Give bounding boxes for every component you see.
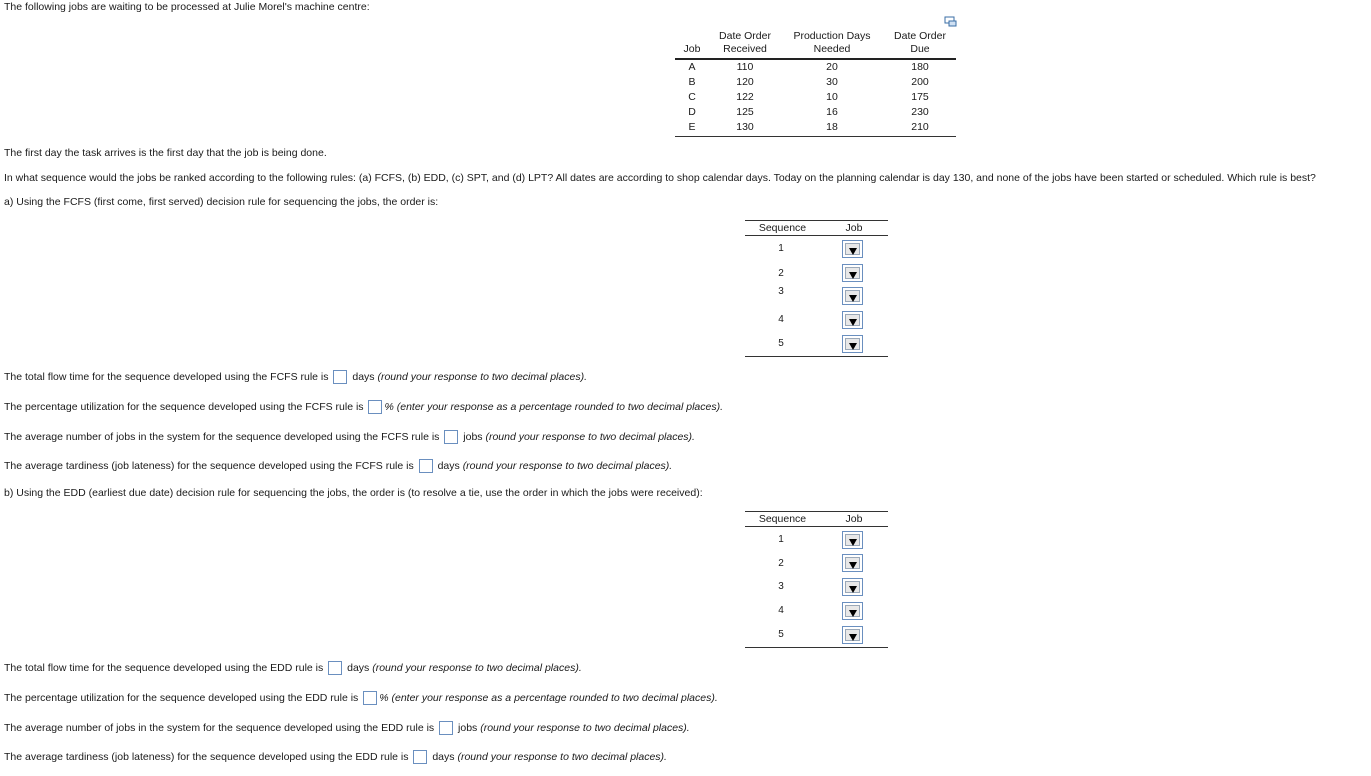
edd-avgjobs-input[interactable] bbox=[439, 721, 453, 735]
dropdown-arrow-icon[interactable] bbox=[845, 338, 860, 350]
dropdown-arrow-icon[interactable] bbox=[845, 290, 860, 302]
unit: jobs bbox=[458, 722, 478, 734]
hint: (round your response to two decimal places). bbox=[377, 371, 587, 383]
label: The total flow time for the sequence developed using the FCFS rule is bbox=[4, 371, 329, 383]
header-due-line1: Date Order bbox=[894, 30, 946, 42]
header-days-line1: Production Days bbox=[793, 30, 871, 42]
cell-received: 120 bbox=[736, 76, 754, 88]
fcfs-tardy-input[interactable] bbox=[419, 459, 433, 473]
job-select[interactable] bbox=[842, 626, 863, 644]
label: The average tardiness (job lateness) for the sequence developed using the FCFS rule is bbox=[4, 460, 414, 472]
job-select[interactable] bbox=[842, 287, 863, 305]
cell-job: B bbox=[688, 76, 696, 88]
dropdown-arrow-icon[interactable] bbox=[845, 557, 860, 569]
fcfs-avgjobs-line bbox=[4, 430, 695, 444]
job-select[interactable] bbox=[842, 311, 863, 329]
header-job: Job bbox=[683, 43, 701, 55]
cell-due: 230 bbox=[911, 106, 929, 118]
unit: days bbox=[437, 460, 460, 472]
job-select[interactable] bbox=[842, 240, 863, 258]
edd-util-input[interactable] bbox=[363, 691, 377, 705]
fcfs-flow-line bbox=[4, 370, 587, 384]
hint: (round your response to two decimal places). bbox=[372, 662, 582, 674]
fcfs-flow-input[interactable] bbox=[333, 370, 347, 384]
fcfs-util-input[interactable] bbox=[368, 400, 382, 414]
dropdown-arrow-icon[interactable] bbox=[845, 314, 860, 326]
table-bottom-rule bbox=[675, 136, 956, 137]
job-select[interactable] bbox=[842, 578, 863, 596]
dropdown-arrow-icon[interactable] bbox=[845, 267, 860, 279]
edd-tardy-input[interactable] bbox=[413, 750, 427, 764]
copy-icon[interactable] bbox=[944, 16, 958, 28]
cell-received: 110 bbox=[736, 61, 754, 73]
hint: (round your response to two decimal places). bbox=[462, 460, 673, 472]
job-select[interactable] bbox=[842, 531, 863, 549]
job-select[interactable] bbox=[842, 264, 863, 282]
part-a-prompt: a) Using the FCFS (first come, first served) decision rule for sequencing the jobs, the order is: bbox=[4, 196, 439, 208]
cell-due: 180 bbox=[911, 61, 929, 73]
seq-number: 4 bbox=[778, 314, 784, 325]
job-header: Job bbox=[845, 513, 863, 525]
seq-header: Sequence bbox=[758, 222, 807, 234]
unit: % bbox=[384, 401, 394, 413]
part-b-prompt: b) Using the EDD (earliest due date) decision rule for sequencing the jobs, the order is (to resolve a tie, use the order in which the jobs were received): bbox=[4, 487, 703, 499]
cell-received: 122 bbox=[736, 91, 754, 103]
seq-number: 1 bbox=[778, 243, 784, 254]
cell-received: 130 bbox=[736, 121, 754, 133]
unit: days bbox=[347, 662, 370, 674]
header-days-line2: Needed bbox=[813, 43, 851, 55]
cell-days: 30 bbox=[826, 76, 838, 88]
seq-bottom-rule bbox=[745, 356, 888, 357]
seq-number: 3 bbox=[778, 286, 784, 297]
seq-top-rule bbox=[745, 511, 888, 512]
unit: days bbox=[432, 751, 455, 763]
job-select[interactable] bbox=[842, 335, 863, 353]
header-due-line2: Due bbox=[910, 43, 930, 55]
edd-util-line bbox=[4, 691, 718, 705]
label: The percentage utilization for the sequence developed using the EDD rule is bbox=[4, 692, 359, 704]
hint: (enter your response as a percentage rounded to two decimal places). bbox=[391, 692, 718, 704]
cell-job: D bbox=[688, 106, 696, 118]
seq-number: 4 bbox=[778, 605, 784, 616]
cell-due: 175 bbox=[911, 91, 929, 103]
question-text: In what sequence would the jobs be ranked according to the following rules: (a) FCFS, (b) EDD, (c) SPT, and (d) LPT? All dates are according to shop calendar days. Today on the planning calendar is day 130, and none of the jobs have been started or scheduled. Which rule is best? bbox=[4, 172, 1316, 184]
unit: % bbox=[379, 692, 389, 704]
seq-number: 5 bbox=[778, 338, 784, 349]
job-header: Job bbox=[845, 222, 863, 234]
fcfs-tardy-line bbox=[4, 459, 672, 473]
cell-received: 125 bbox=[736, 106, 754, 118]
cell-days: 20 bbox=[826, 61, 838, 73]
seq-top-rule bbox=[745, 220, 888, 221]
hint: (round your response to two decimal places). bbox=[480, 722, 690, 734]
seq-number: 3 bbox=[778, 581, 784, 592]
hint: (enter your response as a percentage rounded to two decimal places). bbox=[396, 401, 724, 413]
edd-flow-line bbox=[4, 661, 582, 675]
header-received-line2: Received bbox=[723, 43, 767, 55]
fcfs-util-line bbox=[4, 400, 723, 414]
cell-due: 210 bbox=[911, 121, 929, 133]
edd-flow-input[interactable] bbox=[328, 661, 342, 675]
dropdown-arrow-icon[interactable] bbox=[845, 534, 860, 546]
label: The average number of jobs in the system for the sequence developed using the FCFS rule is bbox=[4, 431, 440, 443]
note-first-day: The first day the task arrives is the first day that the job is being done. bbox=[4, 147, 327, 159]
dropdown-arrow-icon[interactable] bbox=[845, 243, 860, 255]
seq-number: 5 bbox=[778, 629, 784, 640]
seq-header-rule bbox=[745, 526, 888, 527]
cell-due: 200 bbox=[911, 76, 929, 88]
unit: jobs bbox=[463, 431, 483, 443]
label: The average number of jobs in the system for the sequence developed using the EDD rule is bbox=[4, 722, 435, 734]
job-select[interactable] bbox=[842, 602, 863, 620]
dropdown-arrow-icon[interactable] bbox=[845, 629, 860, 641]
cell-days: 18 bbox=[826, 121, 838, 133]
edd-avgjobs-line bbox=[4, 721, 690, 735]
cell-days: 10 bbox=[826, 91, 838, 103]
dropdown-arrow-icon[interactable] bbox=[845, 605, 860, 617]
edd-tardy-line bbox=[4, 750, 667, 764]
dropdown-arrow-icon[interactable] bbox=[845, 581, 860, 593]
cell-days: 16 bbox=[826, 106, 838, 118]
seq-header: Sequence bbox=[758, 513, 807, 525]
hint: (round your response to two decimal places). bbox=[457, 751, 667, 763]
unit: days bbox=[352, 371, 375, 383]
seq-number: 1 bbox=[778, 534, 784, 545]
cell-job: C bbox=[688, 91, 696, 103]
seq-number: 2 bbox=[778, 558, 784, 569]
table-header-rule bbox=[675, 58, 956, 60]
cell-job: A bbox=[688, 61, 696, 73]
label: The average tardiness (job lateness) for the sequence developed using the EDD rule is bbox=[4, 751, 409, 763]
label: The percentage utilization for the sequence developed using the FCFS rule is bbox=[4, 401, 364, 413]
fcfs-avgjobs-input[interactable] bbox=[444, 430, 458, 444]
seq-bottom-rule bbox=[745, 647, 888, 648]
seq-header-rule bbox=[745, 235, 888, 236]
intro-text: The following jobs are waiting to be processed at Julie Morel's machine centre: bbox=[4, 1, 370, 13]
header-received-line1: Date Order bbox=[719, 30, 771, 42]
label: The total flow time for the sequence developed using the EDD rule is bbox=[4, 662, 324, 674]
hint: (round your response to two decimal places). bbox=[485, 431, 695, 443]
job-select[interactable] bbox=[842, 554, 863, 572]
cell-job: E bbox=[688, 121, 696, 133]
seq-number: 2 bbox=[778, 268, 784, 279]
